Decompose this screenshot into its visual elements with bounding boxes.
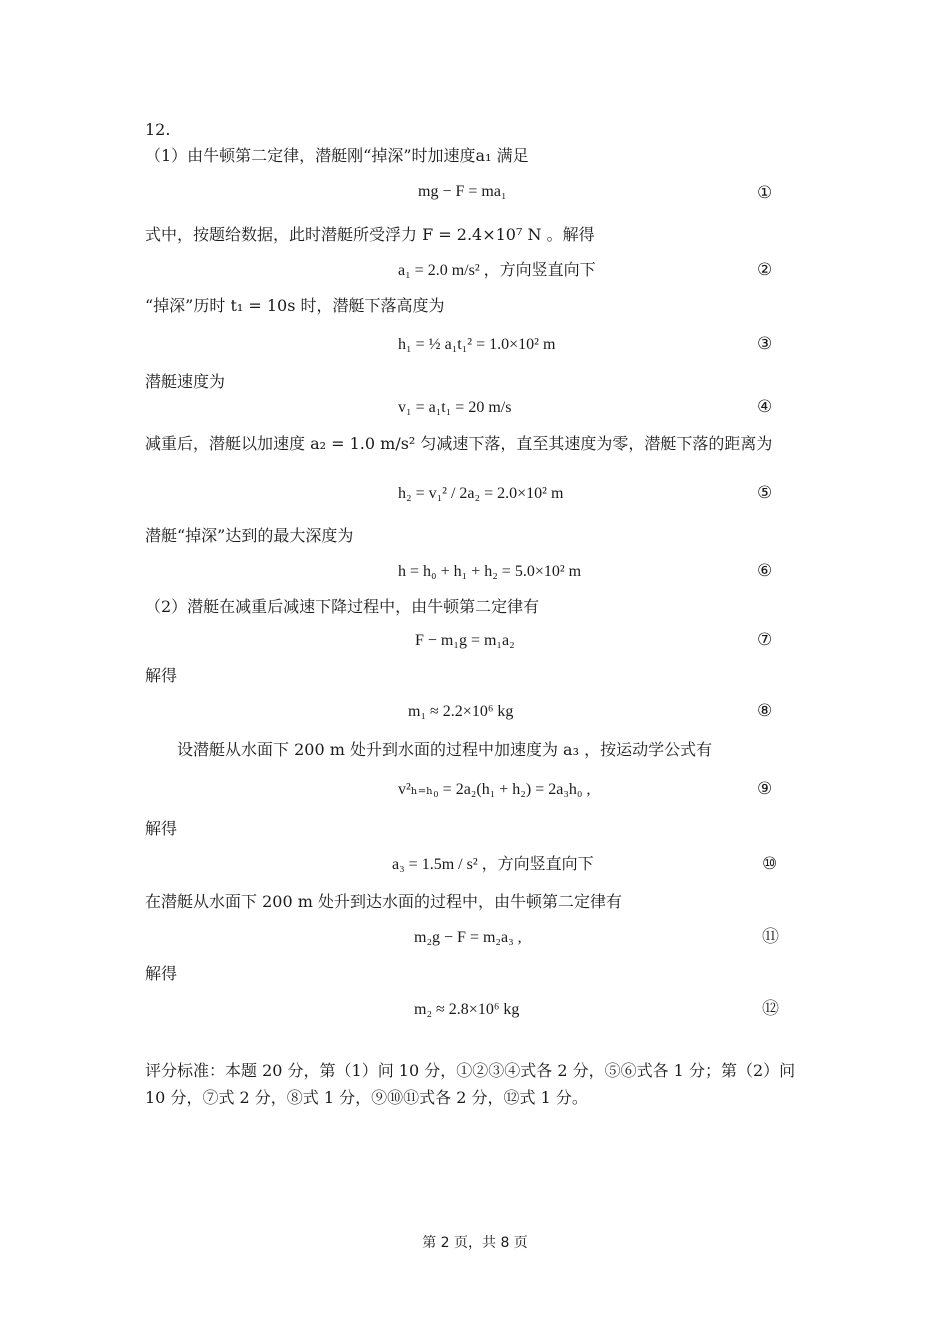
equation-4: v₁ = a₁t₁ = 20 m/s	[398, 399, 512, 416]
text-line: “掉深”历时 t₁ = 10s 时，潜艇下落高度为	[145, 296, 445, 315]
marker-7: ⑦	[757, 630, 773, 650]
text-line: 解得	[145, 666, 178, 685]
equation-3: h₁ = ½ a₁t₁² = 1.0×10² m	[398, 336, 556, 353]
equation-12: m₂ ≈ 2.8×10⁶ kg	[414, 1001, 520, 1018]
equation-6: h = h₀ + h₁ + h₂ = 5.0×10² m	[398, 563, 582, 580]
marker-11: ⑪	[762, 927, 779, 947]
part1-intro: （1）由牛顿第二定律，潜艇刚“掉深”时加速度a₁ 满足	[145, 146, 529, 165]
equation-8: m₁ ≈ 2.2×10⁶ kg	[408, 703, 514, 720]
part2-intro: （2）潜艇在减重后减速下降过程中，由牛顿第二定律有	[145, 597, 540, 616]
marker-4: ④	[757, 397, 773, 417]
text-line: 减重后，潜艇以加速度 a₂ = 1.0 m/s² 匀减速下落，直至其速度为零，潜艇下落的距离为	[145, 434, 773, 453]
text-line: 在潜艇从水面下 200 m 处升到达水面的过程中，由牛顿第二定律有	[145, 892, 622, 911]
equation-5: h₂ = v₁² / 2a₂ = 2.0×10² m	[398, 485, 564, 502]
text-line: 设潜艇从水面下 200 m 处升到水面的过程中加速度为 a₃ ，按运动学公式有	[177, 740, 713, 759]
equation-11: m₂g − F = m₂a₃ ,	[414, 929, 522, 946]
marker-3: ③	[757, 334, 773, 354]
marker-12: ⑫	[762, 999, 779, 1019]
marker-10: ⑩	[762, 854, 778, 874]
equation-10: a₃ = 1.5m / s² ，方向竖直向下	[392, 856, 594, 873]
text-line: 式中，按题给数据，此时潜艇所受浮力 F = 2.4×10⁷ N 。解得	[145, 225, 595, 244]
problem-number: 12.	[145, 120, 171, 139]
marker-8: ⑧	[757, 701, 773, 721]
marker-2: ②	[757, 260, 773, 280]
text-line: 解得	[145, 964, 178, 983]
marker-1: ①	[757, 183, 773, 203]
equation-7: F − m₁g = m₁a₂	[415, 632, 515, 649]
grading-line-2: 10 分，⑦式 2 分，⑧式 1 分，⑨⑩⑪式各 2 分，⑫式 1 分。	[145, 1088, 588, 1107]
text-line: 潜艇速度为	[145, 372, 226, 391]
equation-1: mg − F = ma₁	[418, 183, 507, 200]
equation-2: a₁ = 2.0 m/s² ，方向竖直向下	[398, 262, 596, 279]
text-line: 潜艇“掉深”达到的最大深度为	[145, 526, 354, 545]
marker-9: ⑨	[757, 779, 773, 799]
grading-line-1: 评分标准：本题 20 分，第（1）问 10 分，①②③④式各 2 分，⑤⑥式各 1 分；第（2）问	[145, 1061, 796, 1080]
marker-5: ⑤	[757, 483, 773, 503]
marker-6: ⑥	[757, 561, 773, 581]
page-footer: 第 2 页，共 8 页	[422, 1235, 528, 1251]
text-line: 解得	[145, 819, 178, 838]
equation-9: v²ₕ₌ₕ₀ = 2a₂(h₁ + h₂) = 2a₃h₀ ,	[398, 781, 591, 798]
